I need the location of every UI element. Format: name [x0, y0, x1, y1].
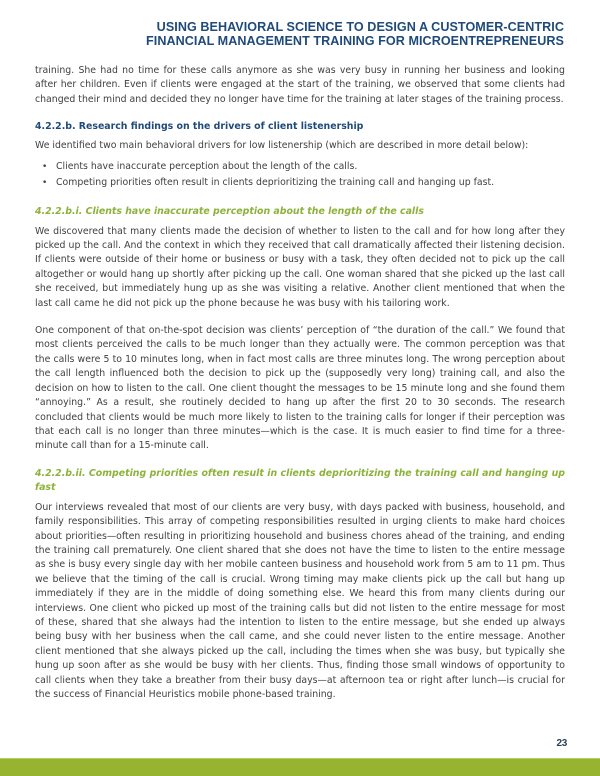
section-b-intro: We identified two main behavioral drivers for low listenership (which are described in more detail below):	[35, 140, 529, 152]
page-number: 23	[556, 738, 567, 749]
opening-paragraph: training. She had no time for these calls anymore as she was very busy in running her business and looking after her children. Even if clients were engaged at the start of the training, we observed that some clients had changed their mind and decided they no longer have time for the training at later stages of the training process.	[35, 65, 565, 105]
running-header-line-1: USING BEHAVIORAL SCIENCE TO DESIGN A CUSTOMER-CENTRIC	[156, 20, 564, 34]
bullet-text: Competing priorities often result in clients deprioritizing the training call and hanging up fast.	[56, 177, 495, 189]
bullet-text: Clients have inaccurate perception about the length of the calls.	[56, 160, 358, 172]
running-header	[146, 20, 564, 48]
section-b-i-paragraph-2: One component of that on-the-spot decision was clients’ perception of “the duration of the call.” We found that most clients perceived the calls to be much longer than they actually were. The common perception was that the calls were 5 to 10 minutes long, when in fact most calls are three minutes long. The wrong perception about the call length influenced both the decision to pick up the (supposedly very long) training call, and also the decision on how to listen to the call. One client thought the messages to be 15 minute long and she found them “annoying.” As a result, she routinely decided to hang up after the first 20 to 30 seconds. The research concluded that clients would be much more likely to listen to the training calls for longer if their perception was that each call is no longer than three minutes—which is the case. It is much easier to find time for a three-minute call than for a 15-minute call.	[35, 325, 565, 452]
section-heading-4-2-2-b: 4.2.2.b. Research findings on the drivers of client listenership	[35, 121, 364, 133]
footer-bar	[0, 758, 600, 776]
bullet-icon: •	[42, 178, 48, 189]
spacer	[35, 107, 565, 120]
drivers-bullet-list	[35, 159, 565, 192]
subsection-heading-4-2-2-b-i: 4.2.2.b.i. Clients have inaccurate perception about the length of the calls	[35, 205, 424, 217]
section-b-ii-paragraph-1: Our interviews revealed that most of our clients are very busy, with days packed with business, household, and family responsibilities. This array of competing responsibilities resulted in urging clients to make hard choices about priorities—often resulting in prioritizing household and business chores ahead of the training, and ending the training call prematurely. One client shared that she does not have the time to listen to the entire message as she is busy every single day with her mobile canteen business and household work from 5 am to 11 pm. Thus we believe that the timing of the call is crucial. Wrong timing may make clients pick up the call but hang up immediately if they are in the middle of doing something else. We heard this from many clients during our interviews. One client who picked up most of the training calls but did not listen to the entire message for most of these, shared that she always had the intention to listen to the entire message, but she ended up always being busy with her business when the call came, and she could never listen to the entire message. Another client mentioned that she always picked up the call, including the times when she was busy, but typically she hung up soon after as she would be busy with her clients. Thus, finding those small windows of opportunity to call clients when they take a breather from their busy days—at afternoon tea or right after lunch—is crucial for the success of Financial Heuristics mobile phone-based training.	[35, 501, 565, 700]
bullet-item	[35, 175, 565, 192]
bullet-item	[35, 159, 565, 176]
running-header-line-2: FINANCIAL MANAGEMENT TRAINING FOR MICROENTREPRENEURS	[146, 34, 564, 48]
page-content	[35, 64, 565, 702]
spacer	[35, 311, 565, 324]
subsection-heading-4-2-2-b-ii: 4.2.2.b.ii. Competing priorities often result in clients deprioritizing the training call and hanging up fast	[35, 467, 565, 493]
spacer	[35, 192, 565, 205]
spacer	[35, 454, 565, 467]
section-b-i-paragraph-1: We discovered that many clients made the decision of whether to listen to the call and for how long after they picked up the call. And the context in which they received that call dramatically affected their listening decision. If clients were outside of their home or business or busy with a task, they often decided not to pick up the call altogether or would hang up shortly after picking up the call. One woman shared that she picked up the last call she received, but immediately hung up as she was visiting a relative. Another client mentioned that when the last call came he did not pick up the phone because he was busy with his tailoring work.	[35, 225, 565, 309]
bullet-icon: •	[42, 161, 48, 172]
